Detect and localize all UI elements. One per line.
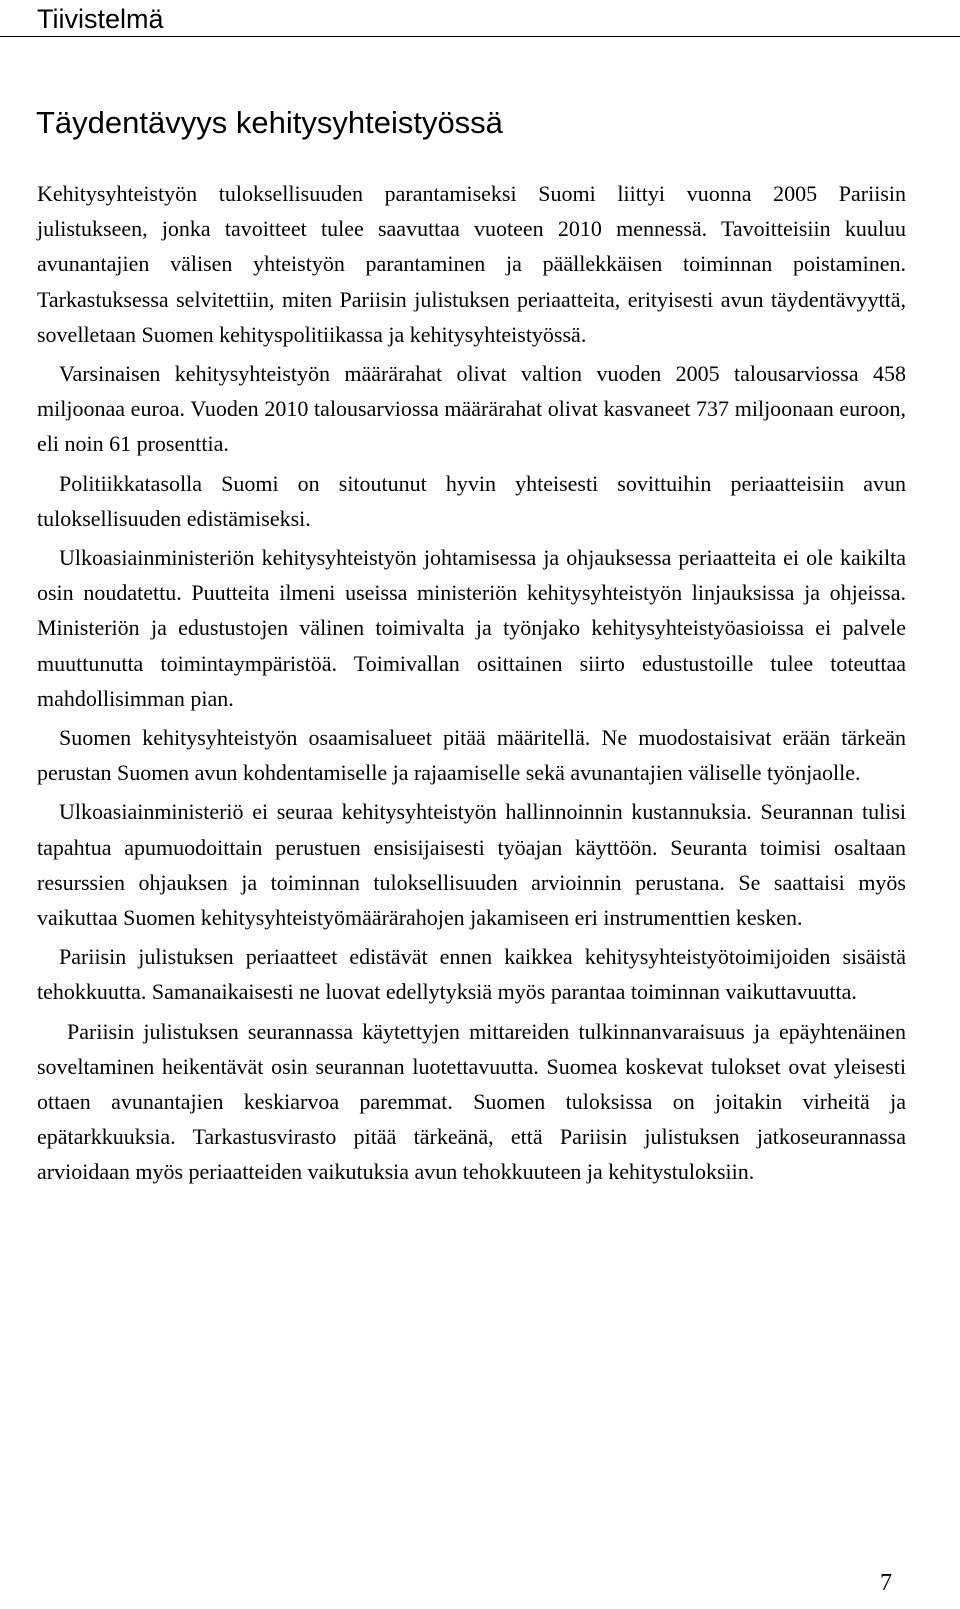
paragraph-ministry-management: Ulkoasiainministeriön kehitysyhteistyön johtamisessa ja ohjauksessa periaatteita ei ole kaikilta osin noudatettu. Puutteita ilmeni useissa ministeriön kehitysyhteistyön linjauksissa ja ohjeissa. Ministeriön ja edustustojen välinen toimivalta ja työnjako kehitysyhteistyöasioissa ei palvele muuttunutta toimintaympäristöä. Toimivallan osittainen siirto edustustoille tulee toteuttaa mahdollisimman pian. <box>37 545 906 711</box>
paragraph-policy-commitment: Politiikkatasolla Suomi on sitoutunut hyvin yhteisesti sovittuihin periaatteisiin avun tuloksellisuuden edistämiseksi. <box>37 470 906 531</box>
paragraph-intro: Kehitysyhteistyön tuloksellisuuden parantamiseksi Suomi liittyi vuonna 2005 Pariisin julistukseen, jonka tavoitteet tulee saavuttaa vuoteen 2010 mennessä. Tavoitteisiin kuuluu avunantajien välisen yhteistyön parantaminen ja päällekkäisen toiminnan poistaminen. Tarkastuksessa selvitettiin, miten Pariisin julistuksen periaatteita, erityisesti avun täydentävyyttä, sovelletaan Suomen kehityspolitiikassa ja kehitysyhteistyössä. <box>37 181 906 347</box>
header-divider <box>0 36 960 37</box>
paragraph-monitoring-reliability: Pariisin julistuksen seurannassa käytettyjen mittareiden tulkinnanvaraisuus ja epäyhtenäinen soveltaminen heikentävät osin seurannan luotettavuutta. Suomea koskevat tulokset ovat yleisesti ottaen avunantajien keskiarvoa paremmat. Suomen tuloksissa on joitakin virheitä ja epätarkkuuksia. Tarkastusvirasto pitää tärkeänä, että Pariisin julistuksen jatkoseurannassa arvioidaan myös periaatteiden vaikutuksia avun tehokkuuteen ja kehitystuloksiin. <box>37 1018 906 1185</box>
summary-body <box>37 176 906 1190</box>
paragraph-appropriations: Varsinaisen kehitysyhteistyön määrärahat olivat valtion vuoden 2005 talousarviossa 458 miljoonaa euroa. Vuoden 2010 talousarviossa määrärahat olivat kasvaneet 737 miljoonaan euroon, eli noin 61 prosenttia. <box>37 361 906 457</box>
page-title: Täydentävyys kehitysyhteistyössä <box>36 105 503 140</box>
paragraph-paris-principles: Pariisin julistuksen periaatteet edistävät ennen kaikkea kehitysyhteistyötoimijoiden sisäistä tehokkuutta. Samanaikaisesti ne luovat edellytyksiä myös parantaa toiminnan vaikuttavuutta. <box>37 944 906 1005</box>
page-number: 7 <box>880 1570 892 1596</box>
paragraph-expertise-areas: Suomen kehitysyhteistyön osaamisalueet pitää määritellä. Ne muodostaisivat erään tärkeän perustan Suomen avun kohdentamiselle ja rajaamiselle sekä avunantajien väliselle työnjaolle. <box>37 725 906 786</box>
running-header: Tiivistelmä <box>37 4 164 34</box>
paragraph-cost-monitoring: Ulkoasiainministeriö ei seuraa kehitysyhteistyön hallinnoinnin kustannuksia. Seurannan tulisi tapahtua apumuodoittain perustuen ensisijaisesti työajan käyttöön. Seuranta toimisi osaltaan resurssien ohjauksen ja toiminnan tuloksellisuuden arvioinnin perustana. Se saattaisi myös vaikuttaa Suomen kehitysyhteistyömäärärahojen jakamiseen eri instrumenttien kesken. <box>37 799 906 931</box>
